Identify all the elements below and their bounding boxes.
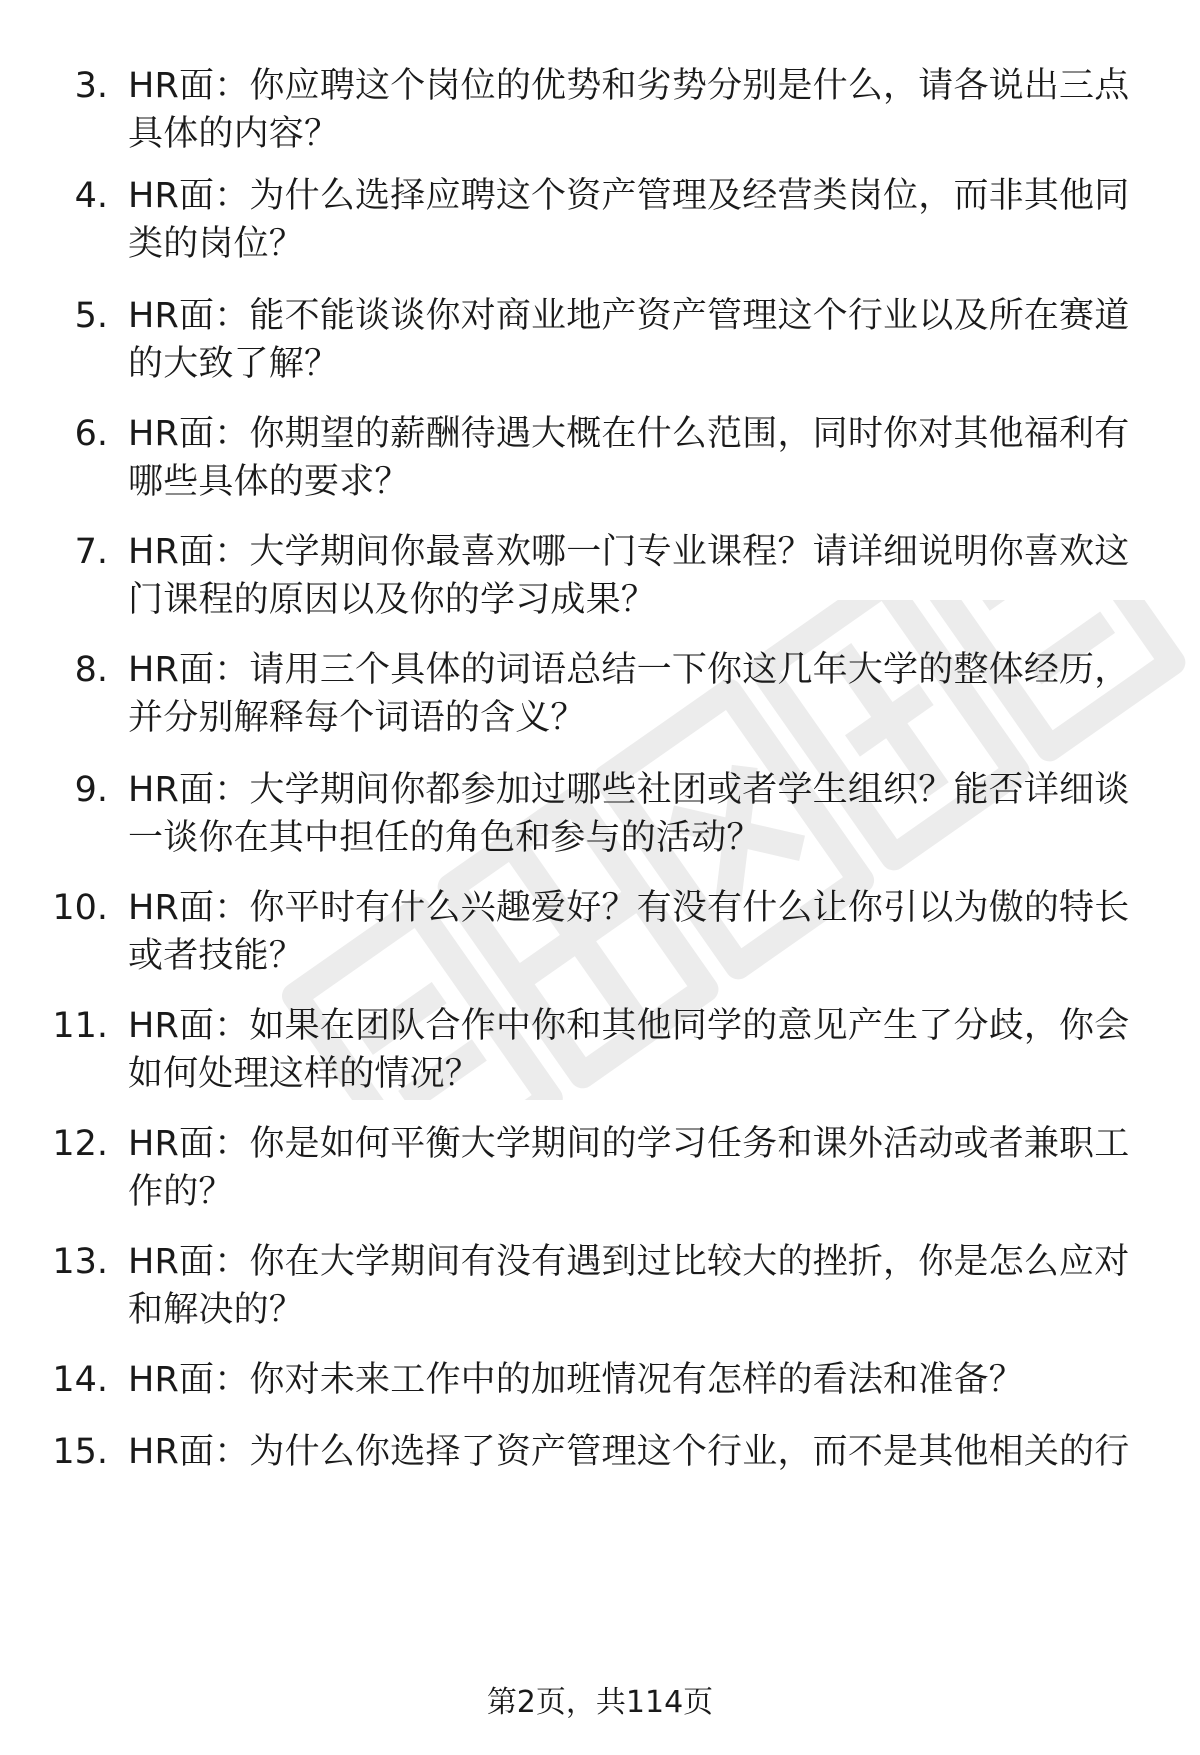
question-line: HR面：你对未来工作中的加班情况有怎样的看法和准备？ xyxy=(128,1360,1024,1400)
question-line: HR面：如果在团队合作中你和其他同学的意见产生了分歧，你会 xyxy=(128,1006,1130,1046)
question-line: 一谈你在其中担任的角色和参与的活动？ xyxy=(128,818,762,858)
question-text xyxy=(128,1238,1158,1334)
question-line: HR面：请用三个具体的词语总结一下你这几年大学的整体经历， xyxy=(128,650,1130,690)
question-line: 作的？ xyxy=(128,1172,234,1212)
question-text xyxy=(128,1428,1158,1476)
question-line: 哪些具体的要求？ xyxy=(128,462,410,502)
question-line: 的大致了解？ xyxy=(128,344,340,384)
question-line: HR面：大学期间你都参加过哪些社团或者学生组织？能否详细谈 xyxy=(128,770,1130,810)
page-footer: 第2页，共114页 xyxy=(486,1685,714,1720)
question-line: 并分别解释每个词语的含义？ xyxy=(128,698,586,738)
question-number: 14. xyxy=(52,1360,108,1400)
question-line: 或者技能？ xyxy=(128,936,305,976)
question-line: HR面：你应聘这个岗位的优势和劣势分别是什么，请各说出三点 xyxy=(128,66,1130,106)
question-line: HR面：大学期间你最喜欢哪一门专业课程？请详细说明你喜欢这 xyxy=(128,532,1130,572)
question-number: 5. xyxy=(74,296,108,336)
question-text xyxy=(128,1356,1158,1404)
question-text xyxy=(128,410,1158,506)
question-text xyxy=(128,1120,1158,1216)
question-number: 4. xyxy=(74,176,108,216)
question-line: 门课程的原因以及你的学习成果？ xyxy=(128,580,657,620)
question-number: 6. xyxy=(74,414,108,454)
question-line: 如何处理这样的情况？ xyxy=(128,1054,481,1094)
question-line: HR面：你在大学期间有没有遇到过比较大的挫折，你是怎么应对 xyxy=(128,1242,1130,1282)
question-line: HR面：为什么选择应聘这个资产管理及经营类岗位，而非其他同 xyxy=(128,176,1130,216)
question-number: 12. xyxy=(52,1124,108,1164)
question-number: 7. xyxy=(74,532,108,572)
question-number: 15. xyxy=(52,1432,108,1472)
question-text xyxy=(128,62,1158,158)
question-text xyxy=(128,646,1158,742)
question-number: 8. xyxy=(74,650,108,690)
question-line: 具体的内容？ xyxy=(128,114,340,154)
question-line: HR面：你平时有什么兴趣爱好？有没有什么让你引以为傲的特长 xyxy=(128,888,1130,928)
question-number: 13. xyxy=(52,1242,108,1282)
question-line: HR面：你期望的薪酬待遇大概在什么范围，同时你对其他福利有 xyxy=(128,414,1130,454)
question-text xyxy=(128,1002,1158,1098)
question-line: 和解决的？ xyxy=(128,1290,305,1330)
question-text xyxy=(128,172,1158,268)
question-line: 类的岗位？ xyxy=(128,224,305,264)
question-line: HR面：能不能谈谈你对商业地产资产管理这个行业以及所在赛道 xyxy=(128,296,1130,336)
question-text xyxy=(128,292,1158,388)
question-number: 9. xyxy=(74,770,108,810)
question-text xyxy=(128,766,1158,862)
question-text xyxy=(128,884,1158,980)
question-text xyxy=(128,528,1158,624)
question-line: HR面：你是如何平衡大学期间的学习任务和课外活动或者兼职工 xyxy=(128,1124,1130,1164)
question-number: 11. xyxy=(52,1006,108,1046)
question-number: 10. xyxy=(52,888,108,928)
question-number: 3. xyxy=(74,66,108,106)
question-line: HR面：为什么你选择了资产管理这个行业，而不是其他相关的行 xyxy=(128,1432,1130,1472)
